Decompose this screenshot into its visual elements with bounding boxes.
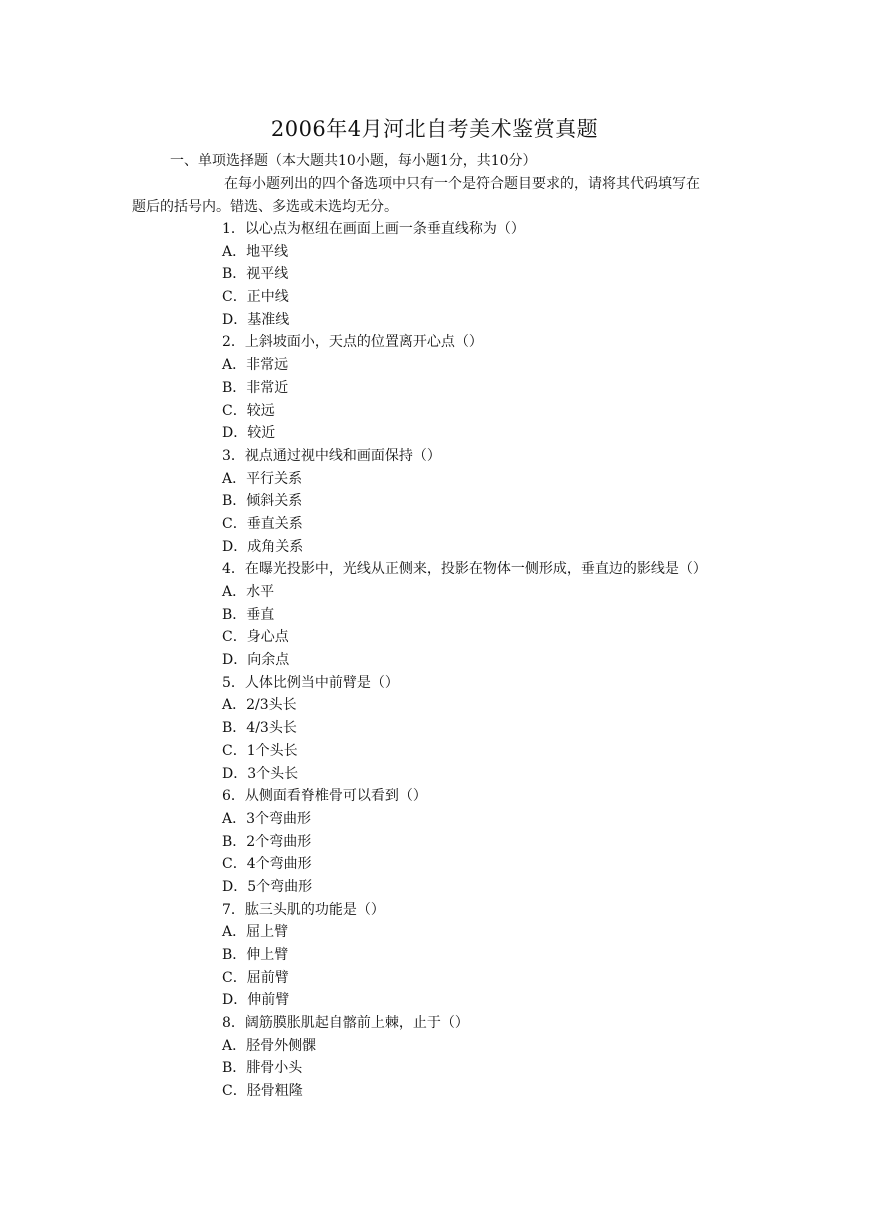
answer-option: B．4/3头长	[222, 720, 297, 737]
answer-option: C．身心点	[222, 629, 289, 646]
answer-option: A．地平线	[222, 243, 289, 260]
instructions-line-1: 在每小题列出的四个备选项中只有一个是符合题目要求的，请将其代码填写在	[224, 176, 700, 192]
answer-option: D．5个弯曲形	[222, 878, 313, 895]
answer-option: B．倾斜关系	[222, 493, 303, 510]
answer-option: A．非常远	[222, 357, 289, 374]
answer-option: A．水平	[222, 584, 275, 600]
instructions-line-2: 题后的括号内。错选、多选或未选均无分。	[132, 199, 398, 215]
question-stem: 2．上斜坡面小，天点的位置离开心点（）	[222, 334, 483, 351]
answer-option: B．垂直	[222, 606, 275, 623]
answer-option: C．垂直关系	[222, 515, 303, 532]
answer-option: B．伸上臂	[222, 947, 289, 963]
answer-option: C．屈前臂	[222, 969, 289, 986]
answer-option: A．平行关系	[222, 470, 303, 487]
question-stem: 8．阔筋膜胀肌起自髂前上棘，止于（）	[222, 1015, 469, 1032]
answer-option: B．视平线	[222, 266, 289, 283]
question-stem: 7．肱三头肌的功能是（）	[222, 901, 385, 918]
answer-option: C．较远	[222, 402, 275, 419]
section-heading: 一、单项选择题（本大题共10小题，每小题1分，共10分）	[170, 153, 537, 169]
answer-option: A．3个弯曲形	[222, 810, 312, 827]
answer-option: B．非常近	[222, 379, 289, 396]
answer-option: D．较近	[222, 425, 276, 442]
answer-option: D．成角关系	[222, 538, 304, 555]
page-title: 2006年4月河北自考美术鉴赏真题	[270, 117, 599, 141]
question-stem: 4．在曝光投影中，光线从正侧来，投影在物体一侧形成，垂直边的影线是（）	[222, 561, 707, 578]
answer-option: C．胫骨粗隆	[222, 1083, 303, 1100]
question-stem: 5．人体比例当中前臂是（）	[222, 674, 399, 691]
answer-option: C．正中线	[222, 289, 289, 306]
answer-option: C．4个弯曲形	[222, 856, 312, 873]
question-stem: 3．视点通过视中线和画面保持（）	[222, 447, 441, 464]
answer-option: A．屈上臂	[222, 924, 289, 941]
answer-option: A．胫骨外侧髁	[222, 1037, 317, 1054]
answer-option: D．伸前臂	[222, 992, 290, 1009]
answer-option: B．2个弯曲形	[222, 833, 312, 850]
answer-option: C．1个头长	[222, 742, 298, 759]
answer-option: A．2/3头长	[222, 697, 297, 714]
answer-option: D．基准线	[222, 311, 290, 328]
answer-option: D．向余点	[222, 652, 290, 669]
answer-option: D．3个头长	[222, 765, 299, 782]
question-stem: 1．以心点为枢纽在画面上画一条垂直线称为（）	[222, 221, 525, 237]
answer-option: B．腓骨小头	[222, 1060, 303, 1077]
question-stem: 6．从侧面看脊椎骨可以看到（）	[222, 788, 427, 805]
question-list	[222, 218, 842, 1103]
